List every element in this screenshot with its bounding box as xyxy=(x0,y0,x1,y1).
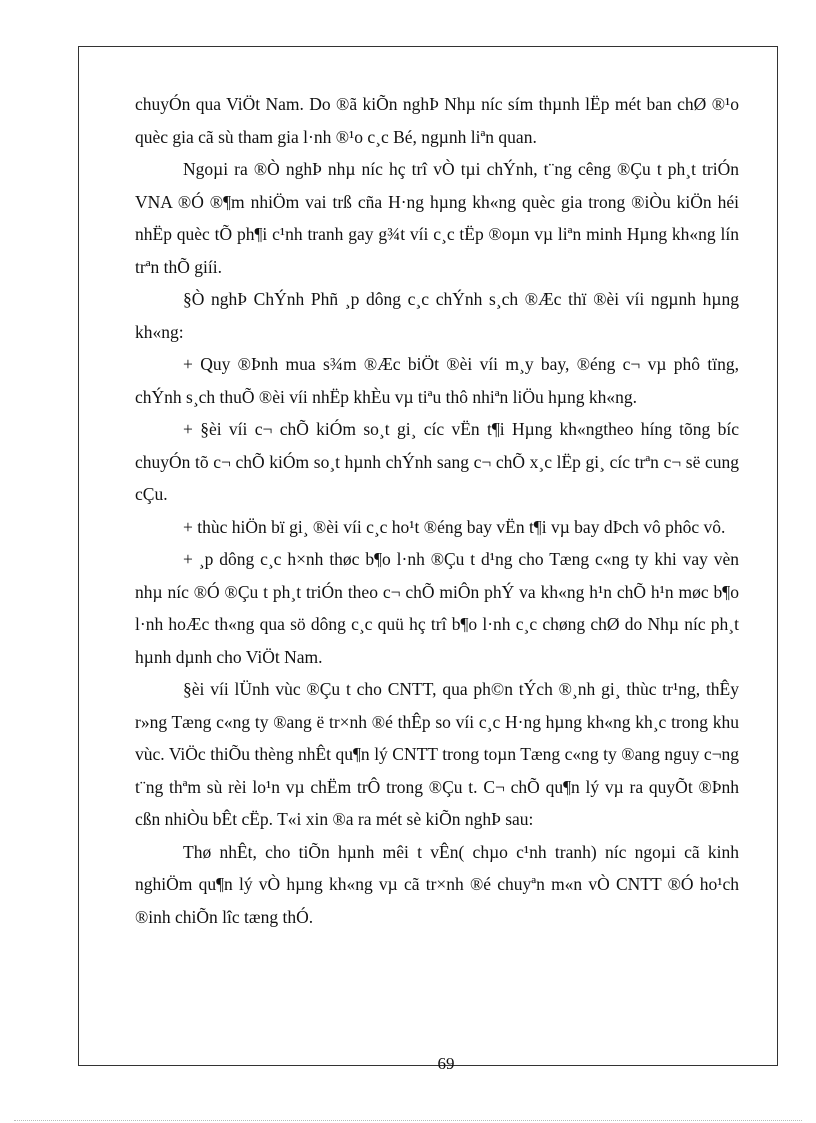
paragraph-6: + thùc hiÖn bï gi¸ ®èi víi c¸c ho¹t ®éng bay vËn t¶i vµ bay dÞch vô phôc vô. xyxy=(183,516,726,537)
body-text xyxy=(135,88,739,933)
paragraph-9: Thø nhÊt, cho tiÕn hµnh mêi t vÊn( chµo c¹nh tranh) níc ngoµi cã kinh nghiÖm qu¶n lý vÒ hµng kh«ng vµ cã tr×nh ®é chuyªn m«n vÒ CNTT ®Ó ho¹ch ®inh chiÕn lîc tæng thÓ. xyxy=(135,841,739,927)
paragraph-5: + §èi víi c¬ chÕ kiÓm so¸t gi¸ cíc vËn t¶i Hµng kh«ngtheo híng tõng bíc chuyÓn tõ c¬ chÕ kiÓm so¸t hµnh chÝnh sang c¬ chÕ x¸c lËp gi¸ cíc trªn c¬ së cung cÇu. xyxy=(135,419,739,504)
page-number: 69 xyxy=(437,1054,455,1073)
paragraph-3: §Ò nghÞ ChÝnh Phñ ¸p dông c¸c chÝnh s¸ch ®Æc thï ®èi víi ngµnh hµng kh«ng: xyxy=(135,289,739,342)
paragraph-2: Ngoµi ra ®Ò nghÞ nhµ níc hç trî vÒ tµi chÝnh, t¨ng cêng ®Çu t ph¸t triÓn VNA ®Ó ®¶m nhiÖm vai trß cña H·ng hµng kh«ng quèc gia trong ®iÒu kiÖn héi nhËp quèc tÕ ph¶i c¹nh tranh gay g¾t víi c¸c tËp ®oµn vµ liªn minh Hµng kh«ng lín trªn thÕ giíi. xyxy=(135,159,739,277)
paragraph-8: §èi víi lÜnh vùc ®Çu t cho CNTT, qua ph©n tÝch ®¸nh gi¸ thùc tr¹ng, thÊy r»ng Tæng c«ng ty ®ang ë tr×nh ®é thÊp so víi c¸c H·ng hµng kh«ng kh¸c trong khu vùc. ViÖc thiÕu thèng nhÊt qu¶n lý CNTT trong toµn Tæng c«ng ty ®ang nguy c¬ng t¨ng thªm sù rèi lo¹n vµ chËm trÔ trong ®Çu t. C¬ chÕ qu¶n lý vµ ra quyÕt ®Þnh cßn nhiÒu bÊt cËp. T«i xin ®a ra mét sè kiÕn nghÞ sau: xyxy=(135,679,739,829)
paragraph-7: + ¸p dông c¸c h×nh thøc b¶o l·nh ®Çu t d¹ng cho Tæng c«ng ty khi vay vèn nhµ níc ®Ó ®Çu t ph¸t triÓn theo c¬ chÕ miÔn phÝ va kh«ng h¹n chÕ h¹n møc b¶o l·nh hoÆc th«ng qua sö dông c¸c quü hç trî b¶o l·nh c¸c chøng chØ do Nhµ níc ph¸t hµnh dµnh cho ViÖt Nam. xyxy=(135,549,739,667)
bottom-dotted-rule xyxy=(14,1120,802,1121)
paragraph-1: chuyÓn qua ViÖt Nam. Do ®ã kiÕn nghÞ Nhµ níc sím thµnh lËp mét ban chØ ®¹o quèc gia cã sù tham gia l·nh ®¹o c¸c Bé, ngµnh liªn quan. xyxy=(135,94,739,147)
paragraph-4: + Quy ®Þnh mua s¾m ®Æc biÖt ®èi víi m¸y bay, ®éng c¬ vµ phô tïng, chÝnh s¸ch thuÕ ®èi víi nhËp khÈu vµ tiªu thô nhiªn liÖu hµng kh«ng. xyxy=(135,354,739,407)
